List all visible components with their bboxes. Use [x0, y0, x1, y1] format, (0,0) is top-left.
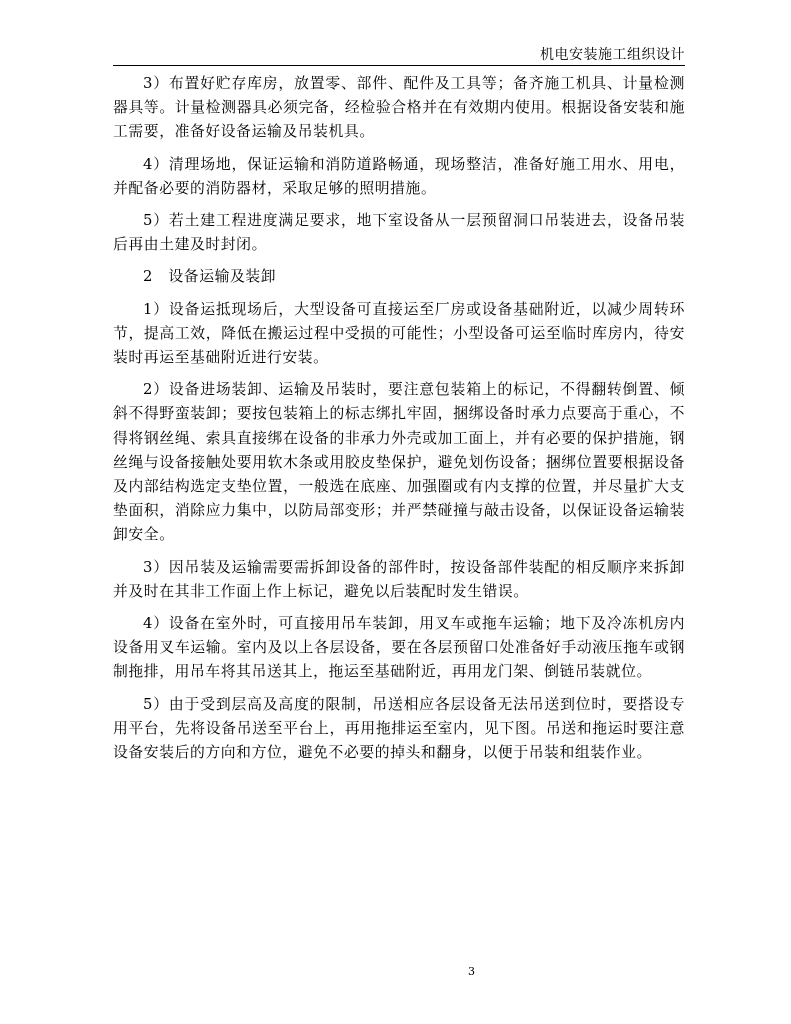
body-paragraph: 5）由于受到层高及高度的限制，吊送相应各层设备无法吊送到位时，要搭设专用平台，先将设备吊送至平台上，再用拖排运至室内，见下图。吊送和拖运时要注意设备安装后的方向和方位，避免不必要的掉头和翻身，以便于吊装和组装作业。 — [113, 695, 685, 762]
body-paragraph: 5）若土建工程进度满足要求，地下室设备从一层预留洞口吊装进去，设备吊装后再由土建及时封闭。 — [113, 212, 685, 254]
section-heading: 2 设备运输及装卸 — [143, 268, 277, 286]
header-rule — [113, 65, 685, 66]
body-paragraph: 4）设备在室外时，可直接用吊车装卸，用叉车或拖车运输；地下及冷冻机房内设备用叉车运输。室内及以上各层设备，要在各层预留口处准备好手动液压拖车或钢制拖排，用吊车将其吊送其上，拖运至基础附近，再用龙门架、倒链吊装就位。 — [113, 615, 685, 681]
page-number: 3 — [468, 965, 475, 978]
body-paragraph: 1）设备运抵现场后，大型设备可直接运至厂房或设备基础附近，以减少周转环节，提高工效，降低在搬运过程中受损的可能性；小型设备可运至临时库房内，待安装时再运至基础附近进行安装。 — [113, 300, 685, 367]
body-paragraph: 3）因吊装及运输需要需拆卸设备的部件时，按设备部件装配的相反顺序来拆卸并及时在其非工作面上作上标记，避免以后装配时发生错误。 — [113, 558, 685, 600]
body-paragraph: 3）布置好贮存库房，放置零、部件、配件及工具等；备齐施工机具、计量检测器具等。计量检测器具必须完备，经检验合格并在有效期内使用。根据设备安装和施工需要，准备好设备运输及吊装机具。 — [113, 75, 685, 141]
page-body — [113, 72, 685, 773]
body-paragraph: 4）清理场地，保证运输和消防道路畅通，现场整洁，准备好施工用水、用电，并配备必要的消防器材，采取足够的照明措施。 — [113, 155, 685, 197]
body-paragraph: 2）设备进场装卸、运输及吊装时，要注意包装箱上的标记，不得翻转倒置、倾斜不得野蛮装卸；要按包装箱上的标志绑扎牢固，捆绑设备时承力点要高于重心，不得将钢丝绳、索具直接绑在设备的非承力外壳或加工面上，并有必要的保护措施，钢丝绳与设备接触处要用软木条或用胶皮垫保护，避免划伤设备；捆绑位置要根据设备及内部结构选定支垫位置，一般选在底座、加强圈或有内支撑的位置，并尽量扩大支垫面积，消除应力集中，以防局部变形；并严禁碰撞与敲击设备，以保证设备运输装卸安全。 — [113, 381, 685, 544]
running-header: 机电安装施工组织设计 — [540, 47, 685, 63]
